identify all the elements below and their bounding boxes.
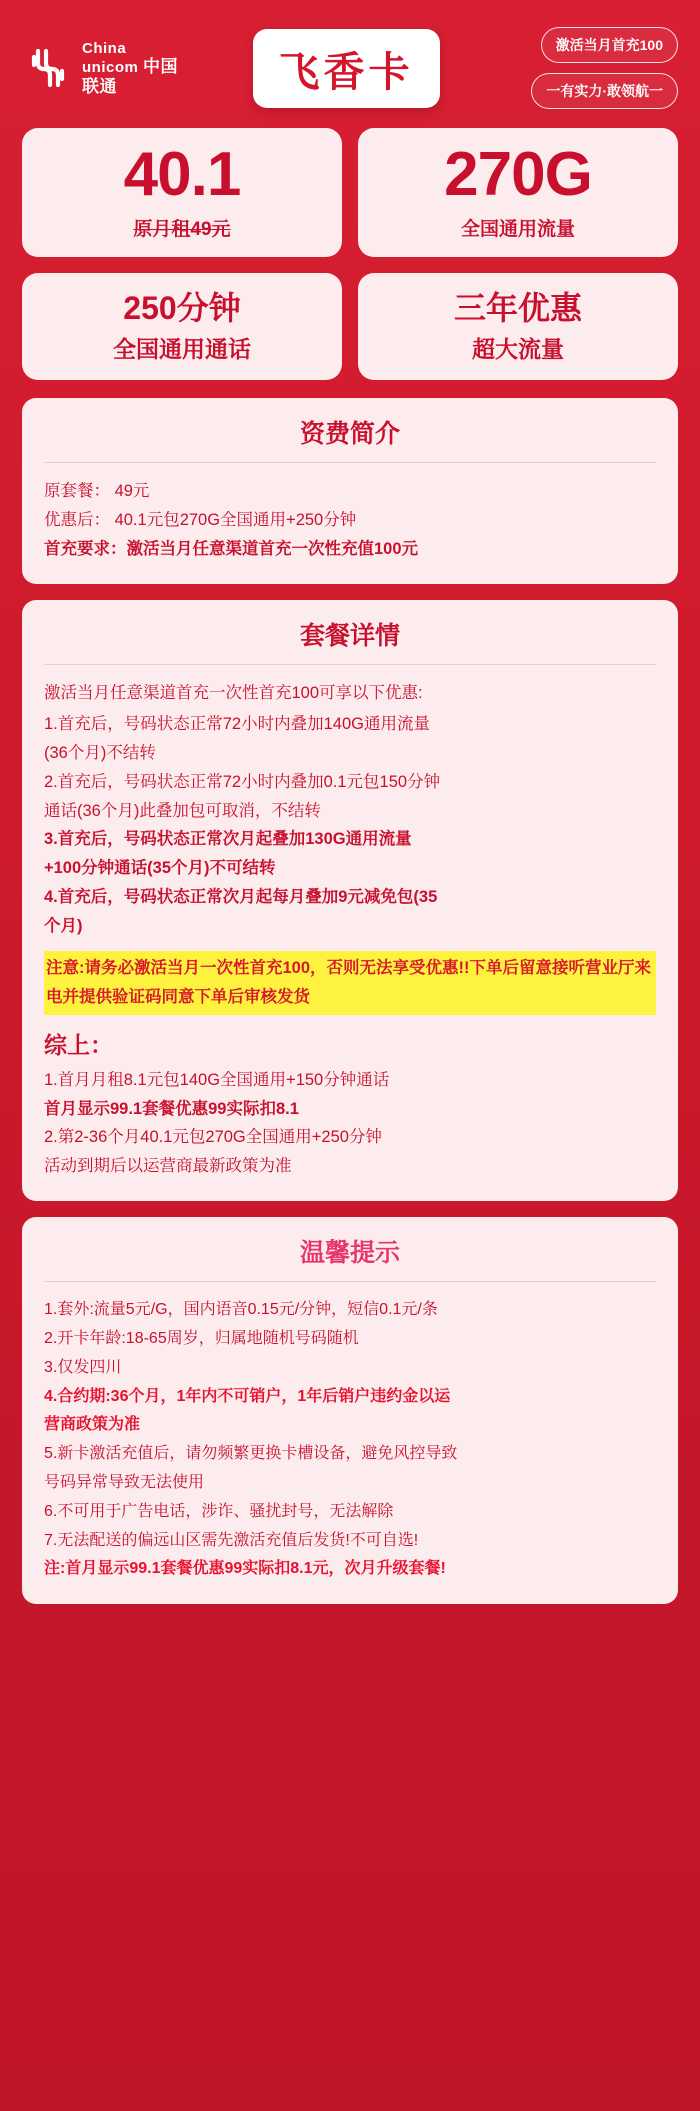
tips-item-0: 1.套外:流量5元/G，国内语音0.15元/分钟，短信0.1元/条 bbox=[44, 1301, 438, 1319]
package-detail-item-7: 个月) bbox=[44, 917, 83, 936]
promo-card bbox=[358, 273, 678, 380]
package-detail-title: 套餐详情 bbox=[44, 616, 656, 665]
product-title: 飞香卡 bbox=[278, 48, 414, 95]
benefit-cards-row bbox=[22, 273, 678, 380]
tips-item-6: 号码异常导致无法使用 bbox=[44, 1473, 205, 1491]
package-detail-item-1: (36个月)不结转 bbox=[44, 743, 156, 762]
price-value: 40.1 bbox=[123, 140, 241, 209]
tips-item-1: 2.开卡年龄:18-65周岁，归属地随机号码随机 bbox=[44, 1329, 359, 1347]
tips-section bbox=[22, 1217, 678, 1604]
package-detail-item-5: +100分钟通话(35个月)不可结转 bbox=[44, 859, 276, 878]
tips-item-4: 营商政策为准 bbox=[44, 1416, 141, 1434]
summary-line-3: 活动到期后以运营商最新政策为准 bbox=[44, 1157, 292, 1176]
summary-line-2: 2.第2-36个月40.1元包270G全国通用+250分钟 bbox=[44, 1128, 382, 1147]
summary-line-0: 1.首月月租8.1元包140G全国通用+150分钟通话 bbox=[44, 1070, 390, 1089]
price-cards-row bbox=[22, 128, 678, 257]
fee-intro-section bbox=[22, 398, 678, 584]
data-label: 全国通用流量 bbox=[460, 219, 575, 240]
package-detail-item-3: 通话(36个月)此叠加包可取消，不结转 bbox=[44, 801, 321, 820]
package-detail-item-4: 3.首充后，号码状态正常次月起叠加130G通用流量 bbox=[44, 830, 412, 849]
tips-item-2: 3.仅发四川 bbox=[44, 1358, 122, 1376]
price-original: 原月租49元 bbox=[133, 219, 231, 240]
tips-item-7: 6.不可用于广告电话，涉诈、骚扰封号，无法解除 bbox=[44, 1502, 394, 1520]
unicom-logo-icon bbox=[22, 43, 74, 93]
voice-card bbox=[22, 273, 342, 380]
voice-value: 250分钟 bbox=[123, 290, 241, 326]
package-detail-lead: 激活当月任意渠道首充一次性首充100可享以下优惠: bbox=[44, 684, 423, 703]
summary-line-1: 首月显示99.1套餐优惠99实际扣8.1 bbox=[44, 1099, 299, 1118]
poster-header bbox=[22, 22, 678, 114]
tips-title: 温馨提示 bbox=[44, 1233, 656, 1282]
bottom-spacer bbox=[22, 1620, 678, 1638]
brand-cn: 中国联通 bbox=[82, 57, 179, 96]
brand-en-line2: unicom 中国联通 bbox=[82, 57, 179, 96]
tips-item-8: 7.无法配送的偏远山区需先激活充值后发货!不可自选! bbox=[44, 1531, 419, 1549]
header-tags bbox=[500, 27, 678, 109]
package-detail-item-2: 2.首充后，号码状态正常72小时内叠加0.1元包150分钟 bbox=[44, 772, 441, 791]
fee-intro-requirement: 首充要求：激活当月任意渠道首充一次性充值100元 bbox=[44, 540, 419, 559]
tips-item-9: 注:首月显示99.1套餐优惠99实际扣8.1元，次月升级套餐! bbox=[44, 1560, 446, 1578]
tips-item-3: 4.合约期:36个月，1年内不可销户，1年后销户违约金以运 bbox=[44, 1387, 451, 1405]
summary-heading: 综上： bbox=[44, 1031, 113, 1058]
promo-value: 三年优惠 bbox=[453, 290, 582, 326]
brand-en-line1: China bbox=[82, 39, 127, 57]
tips-item-5: 5.新卡激活充值后，请勿频繁更换卡槽设备，避免风控导致 bbox=[44, 1445, 458, 1463]
product-title-pill bbox=[253, 29, 440, 108]
fee-intro-line-1: 优惠后： 40.1元包270G全国通用+250分钟 bbox=[44, 511, 357, 530]
package-detail-item-6: 4.首充后，号码状态正常次月起每月叠加9元减免包(35 bbox=[44, 888, 438, 907]
package-notice-highlight: 注意:请务必激活当月一次性首充100，否则无法享受优惠!!下单后留意接听营业厅来电并提供验证码同意下单后审核发货 bbox=[44, 951, 656, 1015]
price-card bbox=[22, 128, 342, 257]
tag-first-recharge: 激活当月首充100 bbox=[541, 27, 678, 63]
promo-label: 超大流量 bbox=[472, 336, 564, 363]
voice-label: 全国通用通话 bbox=[113, 336, 251, 363]
fee-intro-title: 资费简介 bbox=[44, 414, 656, 463]
data-value: 270G bbox=[444, 140, 592, 209]
data-card bbox=[358, 128, 678, 257]
package-detail-section bbox=[22, 600, 678, 1201]
package-detail-item-0: 1.首充后，号码状态正常72小时内叠加140G通用流量 bbox=[44, 714, 430, 733]
fee-intro-line-0: 原套餐： 49元 bbox=[44, 482, 150, 501]
brand-text bbox=[82, 40, 192, 96]
tag-slogan: 一有实力·敢领航一 bbox=[531, 73, 678, 109]
brand-block bbox=[22, 40, 192, 96]
